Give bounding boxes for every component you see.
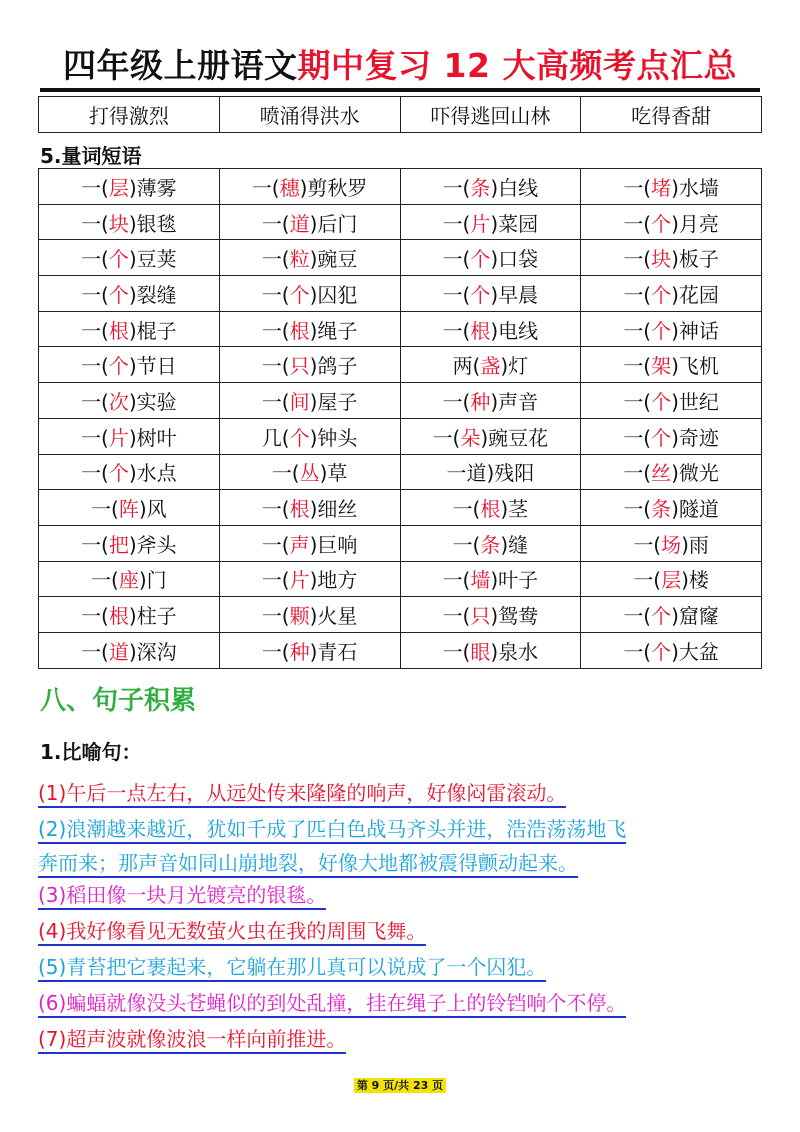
- measure-word: 丛: [299, 461, 320, 486]
- phrase-prefix: 一(: [91, 568, 119, 593]
- measure-word: 个: [108, 461, 129, 486]
- phrase-prefix: 一(: [452, 532, 481, 557]
- measure-word-cell: [400, 383, 581, 419]
- phrase-prefix: 一(: [81, 175, 109, 200]
- table-cell: 喷涌得洪水: [219, 97, 400, 133]
- phrase-prefix: 一(: [81, 639, 109, 664]
- phrase-prefix: 一(: [442, 568, 471, 593]
- phrase-noun: )灯: [500, 354, 529, 379]
- measure-word-cell: [219, 169, 400, 205]
- phrase-noun: )神话: [671, 318, 719, 343]
- phrase-noun: )深沟: [128, 639, 177, 664]
- phrase-noun: )银毯: [128, 211, 177, 236]
- measure-word-cell: [219, 490, 400, 526]
- metaphor-sentence: [38, 986, 626, 1020]
- phrase-prefix: 一(: [81, 211, 109, 236]
- measure-word: 个: [651, 639, 672, 664]
- phrase-prefix: 一(: [251, 175, 280, 200]
- measure-word: 个: [651, 604, 672, 629]
- measure-word-cell: [581, 276, 762, 312]
- phrase-noun: )囚犯: [309, 282, 358, 307]
- measure-word: 朵: [460, 425, 481, 450]
- phrase-noun: )地方: [309, 568, 358, 593]
- subsection-metaphor-heading: 1.比喻句：: [40, 740, 142, 764]
- measure-word-cell: [219, 561, 400, 597]
- phrase-prefix: 一(: [81, 318, 109, 343]
- measure-word: 次: [108, 389, 129, 414]
- measure-word-cell: [400, 418, 581, 454]
- measure-word-cell: [39, 597, 220, 633]
- measure-word: 声: [289, 532, 310, 557]
- phrase-noun: )实验: [128, 389, 177, 414]
- phrase-prefix: 一(: [442, 282, 471, 307]
- phrase-noun: )茎: [500, 497, 529, 522]
- phrase-noun: )鸳鸯: [490, 604, 539, 629]
- measure-word-cell: [581, 347, 762, 383]
- phrase-prefix: 一(: [432, 425, 461, 450]
- phrase-prefix: 一(: [623, 282, 652, 307]
- measure-word: 条: [470, 175, 491, 200]
- phrase-prefix: 一(: [261, 604, 290, 629]
- phrase-prefix: 一(: [442, 211, 471, 236]
- phrase-prefix: 一(: [271, 461, 300, 486]
- measure-word-cell: [400, 454, 581, 490]
- phrase-prefix: 一(: [623, 497, 652, 522]
- metaphor-sentence: [38, 776, 566, 810]
- phrase-noun: )板子: [671, 247, 719, 272]
- table-row: [39, 561, 762, 597]
- phrase-prefix: 一(: [442, 318, 471, 343]
- phrase-noun: )世纪: [671, 389, 719, 414]
- phrase-noun: )声音: [490, 389, 539, 414]
- phrase-noun: )树叶: [128, 425, 177, 450]
- phrase-prefix: 一道)残阳: [446, 461, 535, 486]
- measure-word-cell: [219, 525, 400, 561]
- title-black-part: 四年级上册语文: [63, 46, 298, 85]
- measure-word-cell: [219, 240, 400, 276]
- phrase-prefix: 一(: [623, 461, 652, 486]
- table-cell: 吓得逃回山林: [400, 97, 581, 133]
- measure-word: 阵: [118, 497, 139, 522]
- phrase-noun: )微光: [671, 461, 719, 486]
- measure-word: 把: [108, 532, 129, 557]
- phrase-prefix: 一(: [442, 389, 471, 414]
- phrase-noun: )柱子: [128, 604, 177, 629]
- measure-word: 道: [289, 211, 310, 236]
- measure-word-cell: [39, 169, 220, 205]
- table-row: [39, 454, 762, 490]
- phrase-prefix: 一(: [261, 497, 290, 522]
- phrase-prefix: 一(: [81, 461, 109, 486]
- table-row: [39, 418, 762, 454]
- sentence-text: 奔而来；那声音如同山崩地裂，好像大地都被震得颤动起来。: [38, 851, 578, 878]
- measure-word-cell: [219, 454, 400, 490]
- measure-word: 个: [470, 282, 491, 307]
- measure-word-cell: [219, 204, 400, 240]
- phrase-prefix: 一(: [442, 639, 471, 664]
- measure-word: 层: [661, 568, 682, 593]
- measure-word: 个: [470, 247, 491, 272]
- measure-word: 架: [651, 354, 672, 379]
- phrase-prefix: 一(: [442, 175, 471, 200]
- table-row: [39, 240, 762, 276]
- sentence-text: (4)我好像看见无数萤火虫在我的周围飞舞。: [38, 919, 426, 946]
- measure-word-cell: [400, 490, 581, 526]
- phrase-noun: )电线: [490, 318, 539, 343]
- measure-word-cell: [39, 276, 220, 312]
- sentence-text: (1)午后一点左右，从远处传来隆隆的响声，好像闷雷滚动。: [38, 781, 566, 808]
- sentence-text: (2)浪潮越来越近，犹如千成了匹白色战马齐头并进，浩浩荡荡地飞: [38, 817, 626, 844]
- measure-word-cell: [581, 525, 762, 561]
- measure-word: 个: [108, 247, 129, 272]
- phrase-prefix: 几(: [261, 425, 290, 450]
- measure-word-cell: [581, 561, 762, 597]
- measure-word: 个: [289, 425, 310, 450]
- measure-word-cell: [400, 597, 581, 633]
- measure-word-table: [38, 168, 762, 669]
- phrase-prefix: 一(: [452, 497, 481, 522]
- phrase-prefix: 一(: [623, 425, 652, 450]
- measure-word-cell: [400, 632, 581, 668]
- phrase-prefix: 一(: [623, 389, 652, 414]
- sentence-line: [38, 878, 326, 912]
- measure-word: 个: [108, 354, 129, 379]
- phrase-prefix: 一(: [261, 318, 290, 343]
- phrase-noun: )楼: [681, 568, 709, 593]
- phrase-noun: )豌豆: [309, 247, 358, 272]
- phrase-prefix: 一(: [261, 532, 290, 557]
- measure-word-cell: [581, 311, 762, 347]
- phrase-noun: )屋子: [309, 389, 358, 414]
- measure-word: 墙: [470, 568, 491, 593]
- phrase-noun: )泉水: [490, 639, 539, 664]
- measure-word-cell: [400, 169, 581, 205]
- phrase-noun: )豆荚: [128, 247, 177, 272]
- phrase-noun: )大盆: [671, 639, 719, 664]
- phrase-noun: )棍子: [128, 318, 177, 343]
- phrase-prefix: 一(: [81, 425, 109, 450]
- measure-word-cell: [39, 632, 220, 668]
- phrase-prefix: 一(: [261, 247, 290, 272]
- table-row: [39, 347, 762, 383]
- phrase-noun: )飞机: [671, 354, 719, 379]
- measure-word-cell: [400, 240, 581, 276]
- phrase-prefix: 一(: [442, 604, 471, 629]
- measure-word-cell: [39, 311, 220, 347]
- phrase-noun: )青石: [309, 639, 358, 664]
- phrase-prefix: 一(: [81, 604, 109, 629]
- measure-word-cell: [219, 276, 400, 312]
- measure-word: 根: [108, 318, 129, 343]
- measure-word: 个: [289, 282, 310, 307]
- measure-word-cell: [39, 383, 220, 419]
- measure-word: 块: [108, 211, 129, 236]
- phrase-prefix: 一(: [623, 247, 652, 272]
- measure-word: 个: [651, 318, 672, 343]
- sentence-text: (3)稻田像一块月光镀亮的银毯。: [38, 883, 326, 910]
- phrase-prefix: 一(: [261, 568, 290, 593]
- metaphor-sentence: [38, 1022, 346, 1056]
- phrase-noun: )月亮: [671, 211, 719, 236]
- measure-word: 个: [651, 425, 672, 450]
- measure-word-cell: [581, 418, 762, 454]
- phrase-noun: )菜园: [490, 211, 539, 236]
- phrase-prefix: 一(: [623, 318, 652, 343]
- title-underline: [40, 88, 760, 92]
- table-row: [39, 97, 762, 133]
- phrase-prefix: 一(: [623, 639, 652, 664]
- measure-word-cell: [219, 597, 400, 633]
- phrase-noun: )裂缝: [128, 282, 177, 307]
- phrase-noun: )叶子: [490, 568, 539, 593]
- phrase-prefix: 一(: [81, 532, 109, 557]
- sentence-line: [38, 812, 626, 846]
- sentence-line: [38, 950, 546, 984]
- phrase-noun: )豌豆花: [480, 425, 549, 450]
- phrase-noun: )绳子: [309, 318, 358, 343]
- measure-word: 根: [289, 497, 310, 522]
- phrase-prefix: 一(: [261, 211, 290, 236]
- phrase-prefix: 一(: [91, 497, 119, 522]
- measure-word-cell: [39, 240, 220, 276]
- phrase-prefix: 一(: [81, 247, 109, 272]
- phrase-noun: )窟窿: [671, 604, 719, 629]
- measure-word: 种: [470, 389, 491, 414]
- table-row: [39, 276, 762, 312]
- phrase-prefix: 一(: [261, 282, 290, 307]
- metaphor-sentence: [38, 950, 546, 984]
- page-number: 第 9 页/共 23 页: [354, 1078, 446, 1093]
- table-row: [39, 383, 762, 419]
- metaphor-sentence: [38, 914, 426, 948]
- measure-word-cell: [581, 490, 762, 526]
- measure-word-cell: [219, 347, 400, 383]
- measure-word: 根: [289, 318, 310, 343]
- metaphor-sentence: [38, 812, 626, 880]
- measure-word: 丝: [651, 461, 672, 486]
- phrase-noun: )白线: [490, 175, 539, 200]
- measure-word-cell: [581, 454, 762, 490]
- phrase-noun: )口袋: [490, 247, 539, 272]
- measure-word: 道: [108, 639, 129, 664]
- measure-word-cell: [400, 276, 581, 312]
- measure-word: 条: [651, 497, 672, 522]
- measure-word-cell: [39, 490, 220, 526]
- measure-word-cell: [581, 204, 762, 240]
- phrase-prefix: 一(: [623, 211, 652, 236]
- measure-word: 只: [289, 354, 310, 379]
- phrase-prefix: 一(: [633, 532, 662, 557]
- page-title: [0, 40, 800, 87]
- measure-word: 个: [651, 211, 672, 236]
- sentence-text: (7)超声波就像波浪一样向前推进。: [38, 1027, 346, 1054]
- measure-word: 颗: [289, 604, 310, 629]
- measure-word-cell: [581, 383, 762, 419]
- phrase-noun: )鸽子: [309, 354, 358, 379]
- sentence-line: [38, 914, 426, 948]
- measure-word: 个: [108, 282, 129, 307]
- phrase-noun: )隧道: [671, 497, 719, 522]
- measure-word: 盏: [480, 354, 501, 379]
- metaphor-sentence: [38, 878, 326, 912]
- sentence-text: (5)青苔把它裹起来，它躺在那儿真可以说成了一个囚犯。: [38, 955, 546, 982]
- phrase-noun: )缝: [500, 532, 529, 557]
- measure-word: 座: [118, 568, 139, 593]
- measure-word: 穗: [279, 175, 300, 200]
- phrase-noun: )细丝: [309, 497, 358, 522]
- measure-word-cell: [400, 311, 581, 347]
- measure-word: 间: [289, 389, 310, 414]
- page-footer: [0, 1077, 800, 1093]
- phrase-prefix: 一(: [81, 389, 109, 414]
- measure-word: 根: [480, 497, 501, 522]
- phrase-noun: )风: [138, 497, 167, 522]
- measure-word-cell: [400, 347, 581, 383]
- measure-word: 种: [289, 639, 310, 664]
- measure-word: 块: [651, 247, 672, 272]
- measure-word: 个: [651, 389, 672, 414]
- phrase-noun: )节日: [128, 354, 177, 379]
- measure-word-cell: [581, 632, 762, 668]
- phrase-noun: )花园: [671, 282, 719, 307]
- phrase-prefix: 一(: [261, 639, 290, 664]
- phrase-prefix: 一(: [442, 247, 471, 272]
- phrase-noun: )早晨: [490, 282, 539, 307]
- measure-word-cell: [400, 525, 581, 561]
- phrase-prefix: 一(: [81, 282, 109, 307]
- measure-word-cell: [581, 597, 762, 633]
- measure-word-cell: [219, 632, 400, 668]
- phrase-noun: )水墙: [671, 175, 719, 200]
- table-row: [39, 525, 762, 561]
- table-row: [39, 204, 762, 240]
- phrase-prefix: 两(: [452, 354, 481, 379]
- phrase-prefix: 一(: [633, 568, 662, 593]
- measure-word-cell: [581, 169, 762, 205]
- phrase-noun: )奇迹: [671, 425, 719, 450]
- sentence-line: [38, 776, 566, 810]
- phrase-noun: )草: [319, 461, 348, 486]
- measure-word: 只: [470, 604, 491, 629]
- table-row: [39, 311, 762, 347]
- section-5-heading: 5.量词短语: [40, 144, 142, 168]
- table-cell: 打得激烈: [39, 97, 220, 133]
- measure-word: 粒: [289, 247, 310, 272]
- phrase-noun: )后门: [309, 211, 358, 236]
- phrase-noun: )雨: [681, 532, 709, 557]
- section-8-heading: 八、句子积累: [40, 686, 197, 716]
- measure-word-cell: [39, 454, 220, 490]
- sentence-line: [38, 846, 626, 880]
- phrase-prefix: 一(: [623, 175, 652, 200]
- measure-word-cell: [219, 311, 400, 347]
- measure-word: 场: [661, 532, 682, 557]
- phrase-prefix: 一(: [623, 604, 652, 629]
- measure-word-cell: [39, 561, 220, 597]
- measure-word-cell: [400, 561, 581, 597]
- sentence-line: [38, 986, 626, 1020]
- phrase-noun: )斧头: [128, 532, 177, 557]
- measure-word: 根: [108, 604, 129, 629]
- measure-word: 条: [480, 532, 501, 557]
- table-row: [39, 490, 762, 526]
- measure-word-cell: [400, 204, 581, 240]
- sentence-text: (6)蝙蝠就像没头苍蝇似的到处乱撞，挂在绳子上的铃铛响个不停。: [38, 991, 626, 1018]
- measure-word: 片: [108, 425, 129, 450]
- phrase-prefix: 一(: [623, 354, 652, 379]
- table-row: [39, 169, 762, 205]
- table-cell: 吃得香甜: [581, 97, 762, 133]
- measure-word-cell: [39, 204, 220, 240]
- measure-word: 片: [289, 568, 310, 593]
- phrase-noun: )火星: [309, 604, 358, 629]
- phrase-noun: )剪秋罗: [299, 175, 368, 200]
- phrase-prefix: 一(: [261, 389, 290, 414]
- measure-word-cell: [219, 418, 400, 454]
- phrase-noun: )钟头: [309, 425, 358, 450]
- phrase-prefix: 一(: [261, 354, 290, 379]
- measure-word-cell: [39, 418, 220, 454]
- measure-word-cell: [581, 240, 762, 276]
- measure-word: 根: [470, 318, 491, 343]
- top-phrase-table: [38, 96, 762, 133]
- phrase-noun: )巨响: [309, 532, 358, 557]
- sentence-line: [38, 1022, 346, 1056]
- measure-word: 片: [470, 211, 491, 236]
- phrase-noun: )水点: [128, 461, 177, 486]
- phrase-prefix: 一(: [81, 354, 109, 379]
- phrase-noun: )门: [138, 568, 167, 593]
- measure-word-cell: [219, 383, 400, 419]
- measure-word: 个: [651, 282, 672, 307]
- phrase-noun: )薄雾: [128, 175, 177, 200]
- title-red-part: 期中复习 12 大高频考点汇总: [297, 46, 737, 85]
- table-row: [39, 632, 762, 668]
- measure-word: 层: [108, 175, 129, 200]
- measure-word-cell: [39, 525, 220, 561]
- measure-word: 眼: [470, 639, 491, 664]
- measure-word-cell: [39, 347, 220, 383]
- measure-word: 堵: [651, 175, 672, 200]
- table-row: [39, 597, 762, 633]
